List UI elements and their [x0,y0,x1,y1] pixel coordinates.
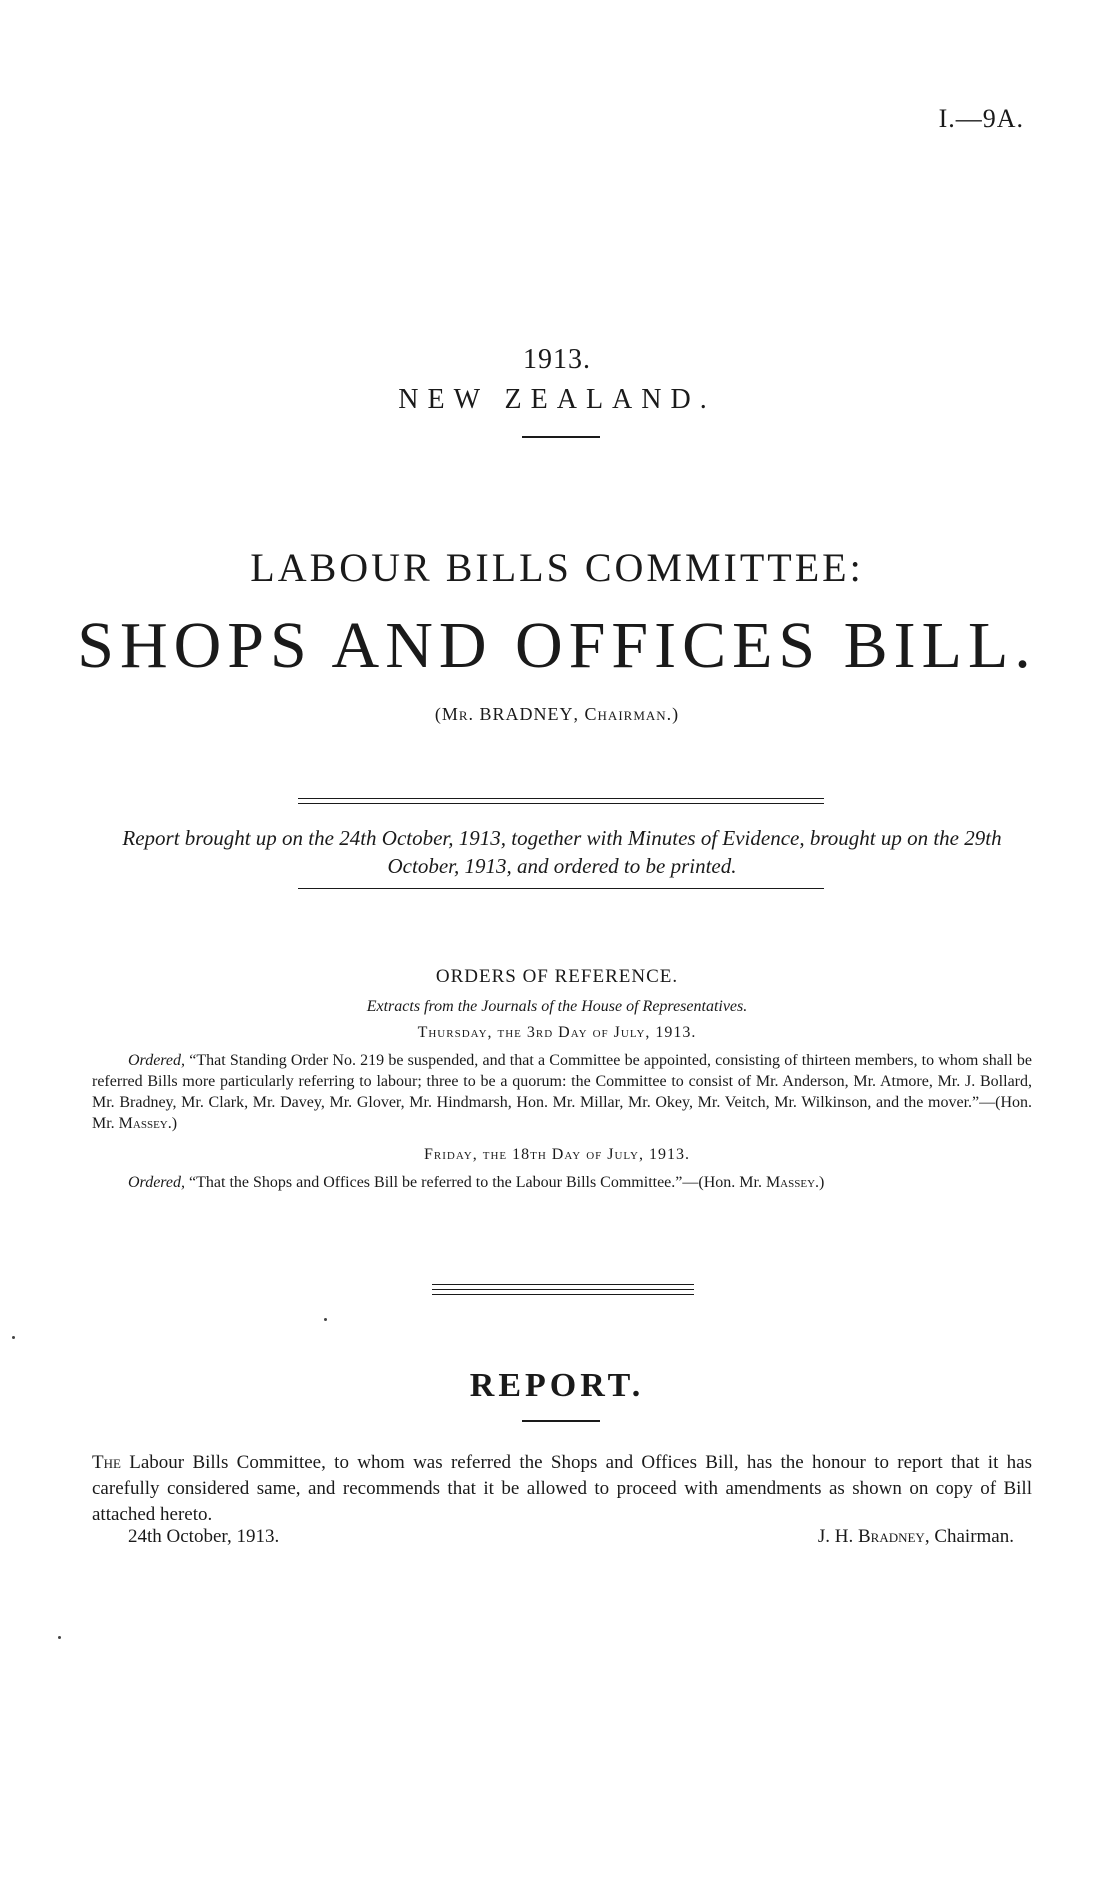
divider-rule [522,436,600,438]
bill-title: SHOPS AND OFFICES BILL. [77,609,1037,682]
order-paragraph-2 [92,1172,1032,1193]
order-close-1: .) [167,1115,178,1132]
order-text-1: “That Standing Order No. 219 be suspended, and that a Committee be appointed, consisting of thirteen members, to whom shall be referred Bills more particularly referring to labour; three to be a quorum: the Committee to consist of Mr. Anderson, Mr. Atmore, Mr. J. Bollard, Mr. Bradney, Mr. Clark, Mr. Davey, Mr. Glover, Mr. Hindmarsh, Hon. Mr. Millar, Mr. Okey, Mr. Veitch, Mr. Wilkinson, and the mover.”—(Hon. Mr. [92,1052,1032,1132]
report-note: Report brought up on the 24th October, 1913, together with Minutes of Evidence, brought up on the 29th October, 1913, and ordered to be printed. [122,826,1002,878]
divider-rule [298,798,824,799]
divider-rule [432,1294,694,1295]
signer-surname: Bradney [857,1526,925,1547]
order-paragraph-1 [92,1050,1032,1134]
report-text: Labour Bills Committee, to whom was referred the Shops and Offices Bill, has the honour to report that it has carefully considered same, and recommends that it be allowed to proceed with amendments as shown on copy of Bill attached hereto. [92,1452,1032,1525]
order-date-2: Friday, the 18th Day of July, 1913. [424,1146,690,1163]
report-body [92,1450,1032,1528]
divider-rule [298,803,824,804]
chairman-role: , Chairman.) [573,704,680,724]
divider-rule [298,888,824,889]
chairman-prefix: (Mr. [434,704,480,724]
divider-rule [432,1289,694,1290]
order-date-1: Thursday, the 3rd Day of July, 1913. [417,1024,697,1041]
document-year: 1913. [523,344,591,375]
committee-heading: LABOUR BILLS COMMITTEE: [250,545,864,590]
scan-speck [12,1336,15,1339]
signer-initials: J. H. [817,1526,858,1547]
chairman-line [0,704,1114,725]
report-opening: The [92,1452,121,1473]
divider-rule [432,1284,694,1285]
orders-heading: ORDERS OF REFERENCE. [435,966,679,987]
order-mover-1: Massey [118,1115,168,1132]
report-heading: REPORT. [469,1367,645,1404]
order-lead-1: Ordered, [128,1052,186,1069]
order-lead-2: Ordered, [128,1174,186,1191]
scan-speck [324,1318,327,1321]
order-close-2: .) [815,1174,825,1191]
extracts-line: Extracts from the Journals of the House of Representatives. [366,998,748,1015]
order-text-2: “That the Shops and Offices Bill be referred to the Labour Bills Committee.”—(Hon. Mr. [185,1174,766,1191]
chairman-name: BRADNEY [479,704,574,724]
order-mover-2: Massey [765,1174,816,1191]
document-reference: I.—9A. [938,104,1024,133]
signer-role: , Chairman. [924,1526,1014,1547]
country-heading: NEW ZEALAND. [398,384,716,415]
divider-rule [522,1420,600,1422]
report-date: 24th October, 1913. [128,1526,280,1547]
signature [818,1526,1014,1548]
scan-speck [58,1636,61,1639]
